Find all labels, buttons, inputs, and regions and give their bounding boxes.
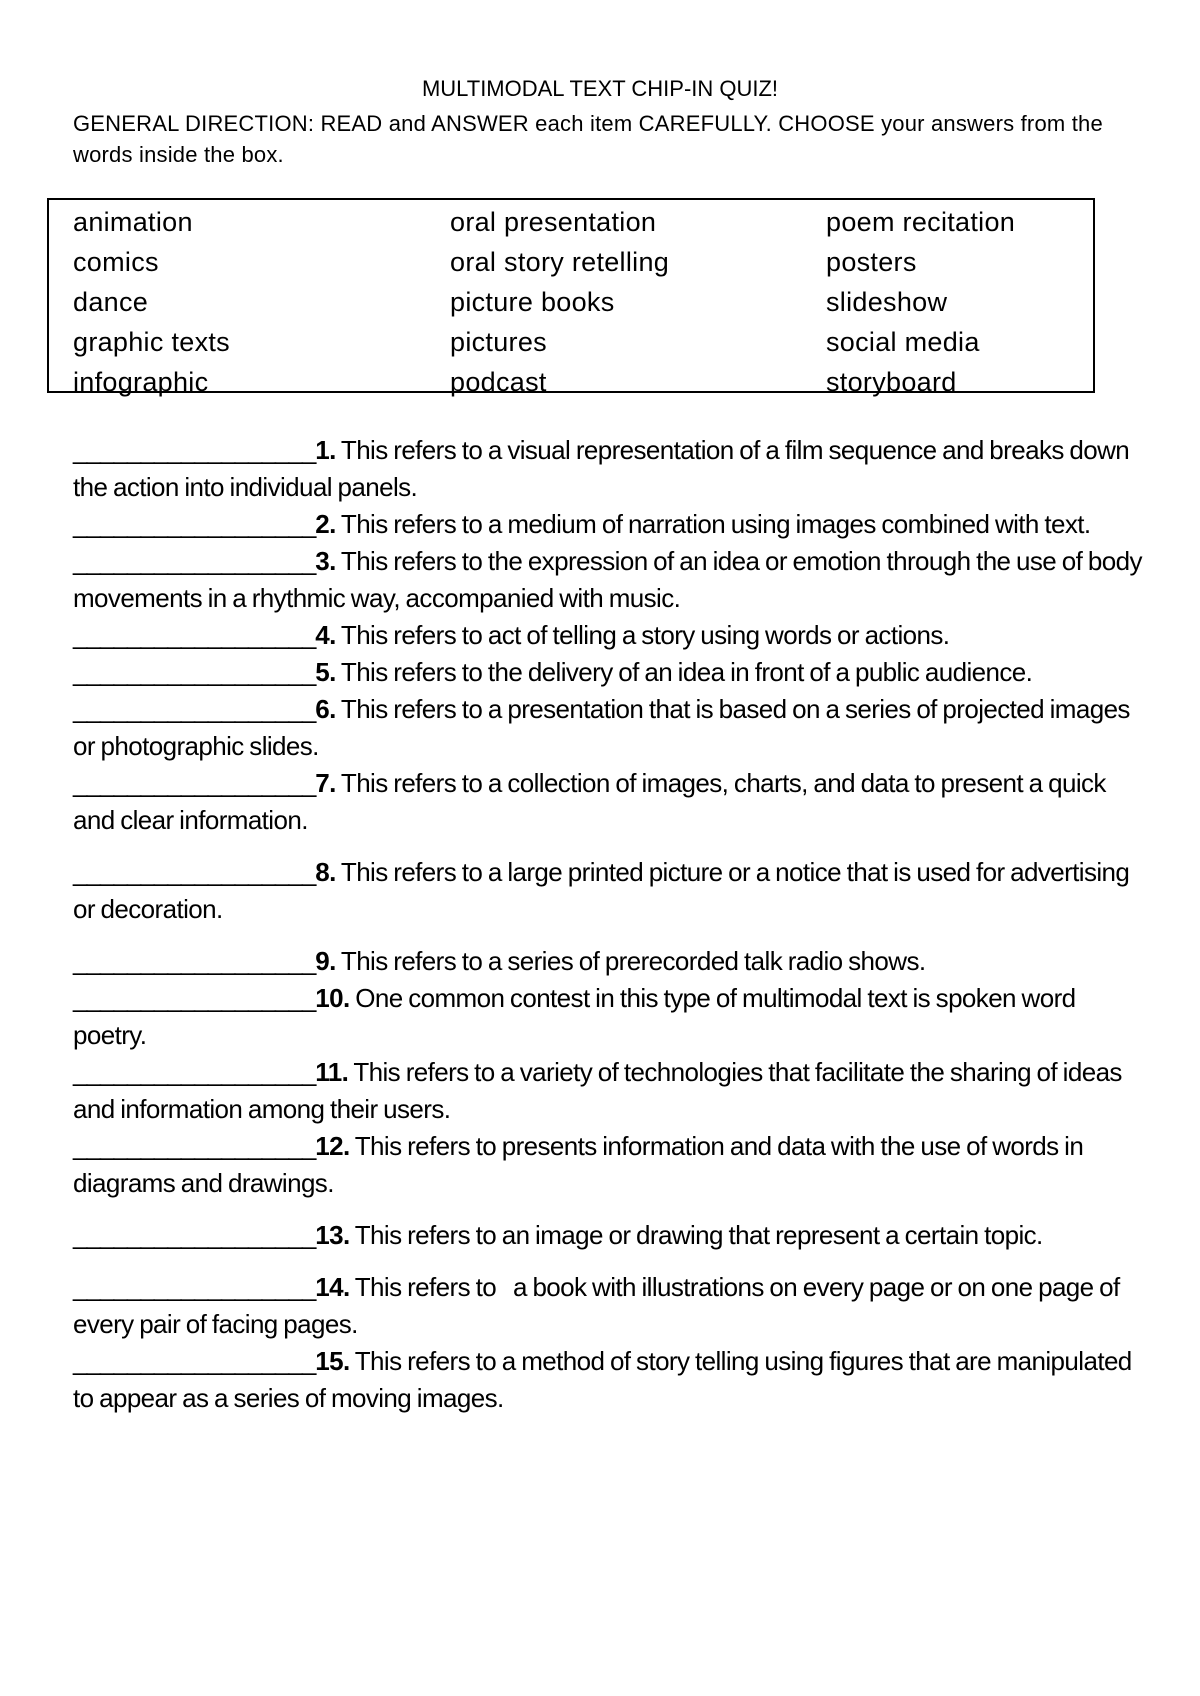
item-text: This refers to a medium of narration using images combined with text.: [335, 509, 1091, 539]
item-number: 13.: [315, 1220, 350, 1250]
item-number: 15.: [315, 1346, 350, 1376]
word-bank-box: [47, 198, 1095, 397]
quiz-item-3: [73, 543, 1143, 617]
item-number: 7.: [315, 768, 336, 798]
answer-blank[interactable]: __________________: [73, 509, 316, 539]
item-number: 5.: [315, 657, 336, 687]
item-text: This refers to a variety of technologies that facilitate the sharing of ideas and information among their users.: [73, 1057, 1122, 1124]
item-text: This refers to a series of prerecorded talk radio shows.: [335, 946, 926, 976]
word-bank-column-1: [73, 202, 230, 402]
word-bank-word: podcast: [450, 367, 547, 397]
item-text: This refers to a presentation that is based on a series of projected images or photographic slides.: [73, 694, 1130, 761]
quiz-item-6: [73, 691, 1143, 765]
item-number: 1.: [315, 435, 336, 465]
answer-blank[interactable]: __________________: [73, 546, 316, 576]
quiz-item-4: [73, 617, 1143, 654]
item-number: 2.: [315, 509, 336, 539]
item-number: 9.: [315, 946, 336, 976]
quiz-item-1: [73, 432, 1143, 506]
item-text: This refers to a large printed picture or a notice that is used for advertising or decoration.: [73, 857, 1130, 924]
item-text: This refers to the expression of an idea or emotion through the use of body movements in a rhythmic way, accompanied with music.: [73, 546, 1142, 613]
word-bank-word: poem recitation: [826, 207, 1016, 237]
quiz-item-7: [73, 765, 1143, 839]
item-number: 14.: [315, 1272, 350, 1302]
quiz-item-8: [73, 854, 1143, 928]
quiz-item-12: [73, 1128, 1143, 1202]
general-direction: GENERAL DIRECTION: READ and ANSWER each item CAREFULLY. CHOOSE your answers from the words inside the box.: [73, 111, 1103, 167]
word-bank-word: storyboard: [826, 367, 957, 397]
quiz-item-11: [73, 1054, 1143, 1128]
item-text: One common contest in this type of multimodal text is spoken word poetry.: [73, 983, 1076, 1050]
answer-blank[interactable]: __________________: [73, 694, 316, 724]
item-number: 3.: [315, 546, 336, 576]
answer-blank[interactable]: __________________: [73, 946, 316, 976]
quiz-item-15: [73, 1343, 1143, 1417]
word-bank-column-2: [450, 202, 669, 402]
answer-blank[interactable]: __________________: [73, 983, 316, 1013]
quiz-item-9: [73, 943, 1143, 980]
answer-blank[interactable]: __________________: [73, 857, 316, 887]
item-number: 11.: [315, 1057, 349, 1087]
item-text: This refers to the delivery of an idea in front of a public audience.: [335, 657, 1033, 687]
answer-blank[interactable]: __________________: [73, 1220, 316, 1250]
word-bank-word: posters: [826, 247, 917, 277]
word-bank-word: infographic: [73, 367, 209, 397]
item-text: This refers to presents information and data with the use of words in diagrams and drawings.: [73, 1131, 1084, 1198]
answer-blank[interactable]: __________________: [73, 1131, 316, 1161]
word-bank-column-3: [826, 202, 1015, 402]
word-bank-word: dance: [73, 287, 149, 317]
item-number: 10.: [315, 983, 350, 1013]
word-bank-word: pictures: [450, 327, 547, 357]
quiz-item-10: [73, 980, 1143, 1054]
quiz-items: [73, 432, 1143, 1417]
answer-blank[interactable]: __________________: [73, 657, 316, 687]
quiz-item-2: [73, 506, 1143, 543]
item-number: 6.: [315, 694, 336, 724]
quiz-item-13: [73, 1217, 1143, 1254]
quiz-item-14: [73, 1269, 1143, 1343]
word-bank-word: animation: [73, 207, 193, 237]
item-text: This refers to act of telling a story using words or actions.: [335, 620, 950, 650]
item-number: 4.: [315, 620, 336, 650]
answer-blank[interactable]: __________________: [73, 1057, 316, 1087]
item-text: This refers to a method of story telling using figures that are manipulated to appear as a series of moving images.: [73, 1346, 1132, 1413]
answer-blank[interactable]: __________________: [73, 1346, 316, 1376]
answer-blank[interactable]: __________________: [73, 768, 316, 798]
answer-blank[interactable]: __________________: [73, 1272, 316, 1302]
word-bank-word: slideshow: [826, 287, 948, 317]
item-text: This refers to a collection of images, charts, and data to present a quick and clear information.: [73, 768, 1106, 835]
item-text: This refers to a book with illustrations on every page or on one page of every pair of facing pages.: [73, 1272, 1126, 1339]
word-bank-word: oral presentation: [450, 207, 657, 237]
word-bank-word: picture books: [450, 287, 615, 317]
answer-blank[interactable]: __________________: [73, 620, 316, 650]
item-text: This refers to an image or drawing that represent a certain topic.: [349, 1220, 1043, 1250]
word-bank-word: oral story retelling: [450, 247, 670, 277]
quiz-title: MULTIMODAL TEXT CHIP-IN QUIZ!: [421, 76, 779, 101]
word-bank-word: social media: [826, 327, 980, 357]
item-number: 8.: [315, 857, 336, 887]
word-bank-word: comics: [73, 247, 159, 277]
item-number: 12.: [315, 1131, 350, 1161]
quiz-item-5: [73, 654, 1143, 691]
answer-blank[interactable]: __________________: [73, 435, 316, 465]
item-text: This refers to a visual representation of a film sequence and breaks down the action into individual panels.: [73, 435, 1130, 502]
word-bank-word: graphic texts: [73, 327, 230, 357]
